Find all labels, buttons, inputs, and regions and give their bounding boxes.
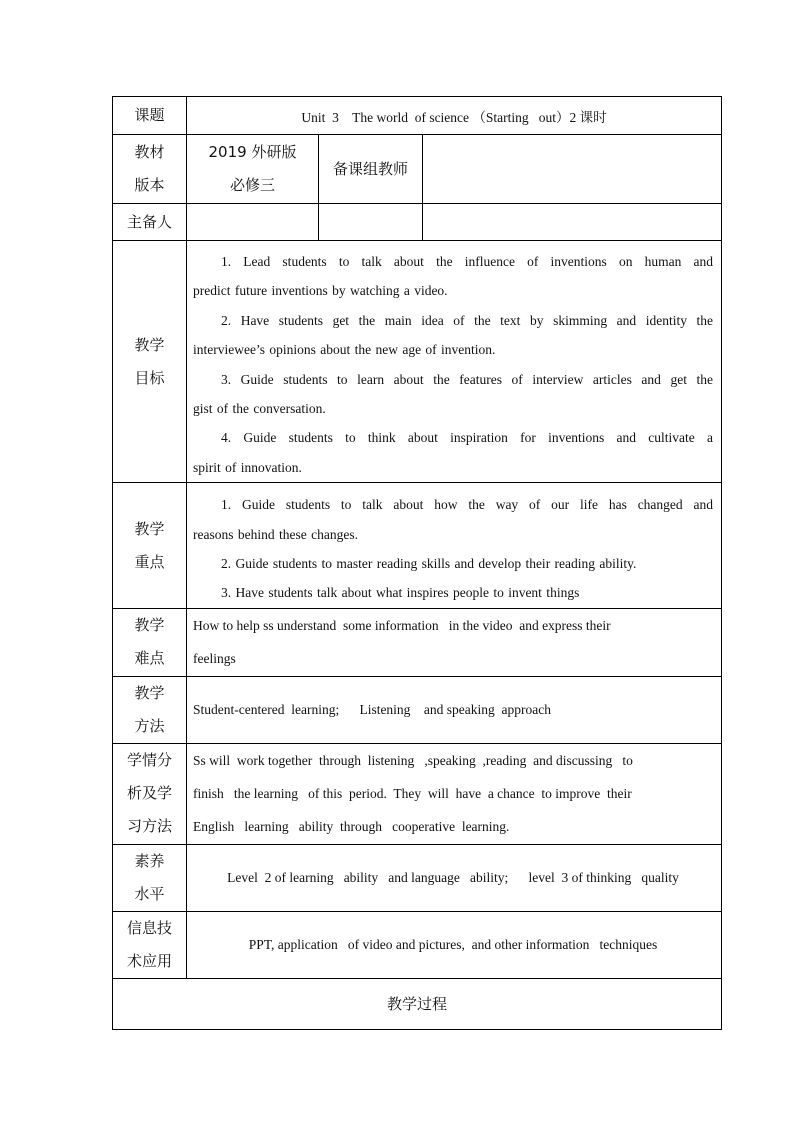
- analysis-label: 学情分 析及学 习方法: [113, 743, 187, 844]
- team-label: 备课组教师: [319, 135, 423, 204]
- lead-empty-cell: [319, 204, 423, 241]
- it-label: 信息技 术应用: [113, 911, 187, 978]
- row-difficulties: [113, 608, 722, 676]
- objective-line: 4. Guide students to think about inspiration for inventions and cultivate a: [221, 430, 714, 446]
- row-literacy: [113, 844, 722, 911]
- row-methods: [113, 676, 722, 743]
- lead-empty-cell-2: [423, 204, 722, 241]
- row-analysis: [113, 743, 722, 844]
- lesson-plan-table: [112, 96, 722, 1030]
- row-it: [113, 911, 722, 978]
- objective-line: interviewee’s opinions about the new age of invention.: [193, 342, 496, 358]
- row-key-points: [113, 483, 722, 609]
- row-textbook: [113, 135, 722, 204]
- objectives-label: 教学 目标: [113, 241, 187, 483]
- row-objectives: [113, 241, 722, 483]
- textbook-label: 教材 版本: [113, 135, 187, 204]
- key-points-label: 教学 重点: [113, 483, 187, 609]
- key-point-line: 2. Guide students to master reading skills and develop their reading ability.: [221, 556, 637, 572]
- objective-line: predict future inventions by watching a video.: [193, 283, 448, 299]
- lead-label: 主备人: [113, 204, 187, 241]
- row-lead: [113, 204, 722, 241]
- methods-label: 教学 方法: [113, 676, 187, 743]
- key-point-line: 3. Have students talk about what inspires people to invent things: [221, 585, 580, 601]
- objective-line: gist of the conversation.: [193, 401, 326, 417]
- key-point-line: 1. Guide students to talk about how the way of our life has changed and: [221, 497, 714, 513]
- key-point-line: reasons behind these changes.: [193, 526, 358, 542]
- topic-value: Unit 3 The world of science （Starting out）2 课时: [187, 97, 722, 135]
- objective-line: 2. Have students get the main idea of the text by skimming and identity the: [221, 312, 714, 328]
- difficulties-label: 教学 难点: [113, 608, 187, 676]
- team-value: [423, 135, 722, 204]
- row-topic: [113, 97, 722, 135]
- objective-line: 3. Guide students to learn about the features of interview articles and get the: [221, 371, 714, 387]
- it-content: PPT, application of video and pictures, and other information techniques: [187, 911, 722, 978]
- row-process: [113, 978, 722, 1029]
- objectives-content: [187, 241, 722, 483]
- process-label: 教学过程: [113, 978, 722, 1029]
- methods-content: Student-centered learning; Listening and speaking approach: [187, 676, 722, 743]
- objective-line: spirit of innovation.: [193, 459, 302, 475]
- literacy-content: Level 2 of learning ability and language ability; level 3 of thinking quality: [187, 844, 722, 911]
- textbook-value: 2019 外研版 必修三: [187, 135, 319, 204]
- objective-line: 1. Lead students to talk about the influence of inventions on human and: [221, 254, 714, 269]
- literacy-label: 素养 水平: [113, 844, 187, 911]
- topic-label: 课题: [113, 97, 187, 135]
- analysis-content: Ss will work together through listening ,speaking ,reading and discussing to finish the learning of this period. They will have a chance to improve their English learning ability through cooperative learning.: [187, 743, 722, 844]
- difficulties-content: How to help ss understand some information in the video and express their feelings: [187, 608, 722, 676]
- key-points-content: [187, 483, 722, 609]
- lead-value: [187, 204, 319, 241]
